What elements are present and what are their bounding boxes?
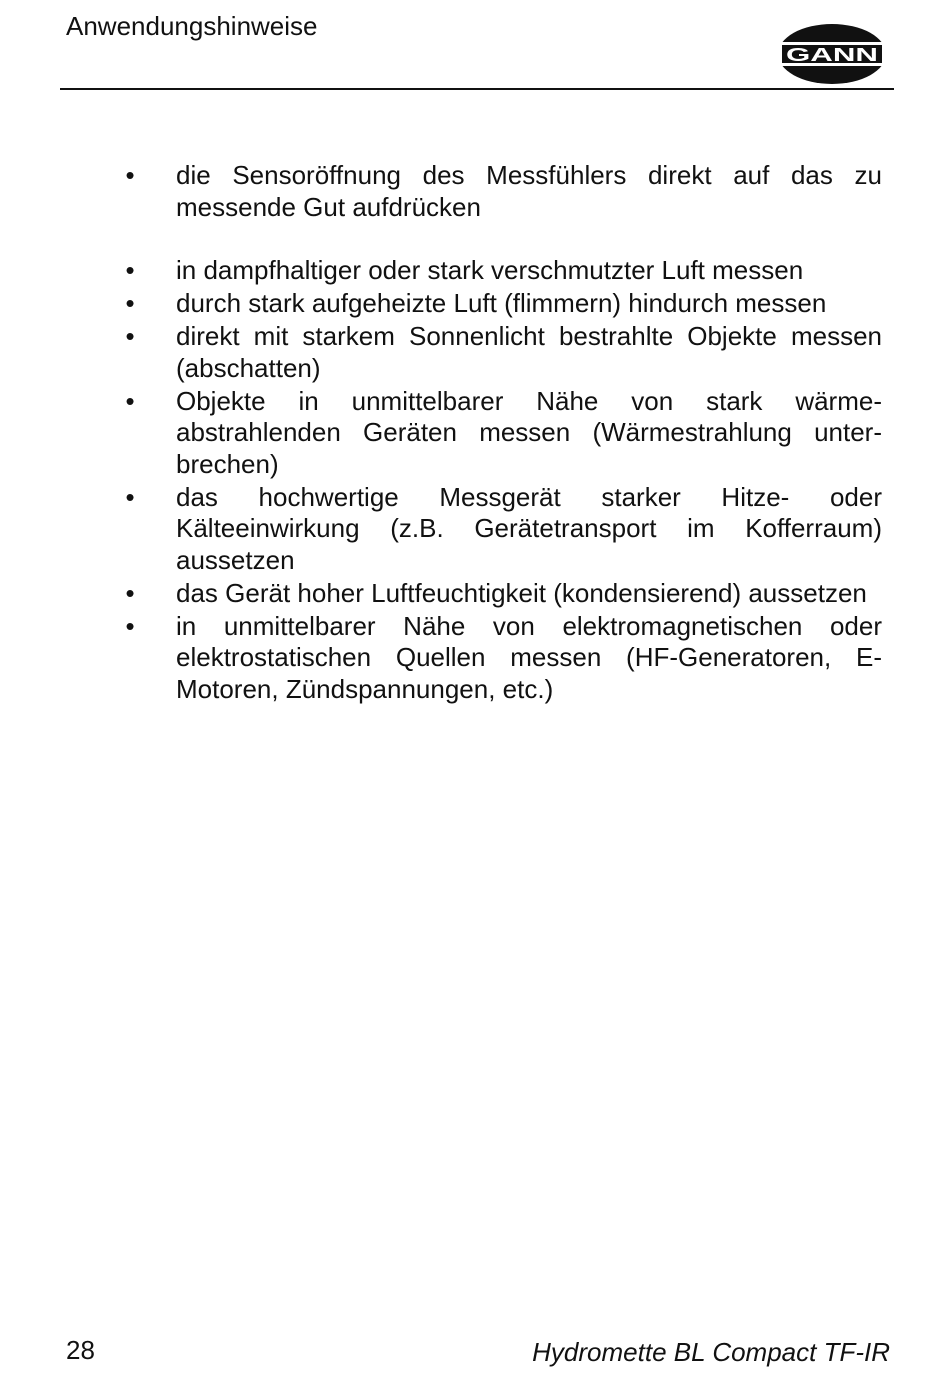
gann-logo <box>776 22 888 86</box>
bullet-icon: • <box>125 160 135 190</box>
list-item-text: das Gerät hoher Luftfeuchtigkeit (kondensierend) aussetzen <box>176 577 867 608</box>
list-item-text: die Sensoröffnung des Messfühlers direkt auf das zu messende Gut aufdrücken <box>176 160 882 222</box>
bullet-icon: • <box>125 481 135 512</box>
list-item <box>114 160 882 223</box>
list-item <box>114 321 882 384</box>
list-item-text: das hochwertige Messgerät starker Hitze- oder Kälteeinwirkung (z.B. Gerätetransport im Kofferraum) aussetzen <box>176 481 882 575</box>
header-divider <box>60 88 894 90</box>
list-item <box>114 255 882 287</box>
list-item-text: in dampfhaltiger oder stark verschmutzter Luft messen <box>176 255 804 285</box>
instruction-list <box>114 160 882 705</box>
list-item-text: direkt mit starkem Sonnenlicht bestrahlte Objekte messen (abschatten) <box>176 321 882 383</box>
list-item <box>114 578 882 610</box>
product-name: Hydromette BL Compact TF-IR <box>532 1337 890 1367</box>
bullet-icon: • <box>125 255 135 285</box>
list-item <box>114 611 882 706</box>
logo-text: GANN <box>786 45 878 65</box>
bullet-icon: • <box>125 610 135 641</box>
list-item <box>114 288 882 320</box>
page-number: 28 <box>66 1335 95 1365</box>
section-title: Anwendungshinweise <box>66 11 318 41</box>
list-item <box>114 482 882 577</box>
list-item-text: durch stark aufgeheizte Luft (flimmern) hindurch messen <box>176 288 827 318</box>
main-content <box>114 160 882 707</box>
list-item <box>114 386 882 481</box>
bullet-icon: • <box>125 577 135 608</box>
list-item-text: Objekte in unmittelbarer Nähe von stark wärme-abstrahlenden Geräten messen (Wärmestrahlung unter-brechen) <box>176 385 882 479</box>
bullet-icon: • <box>125 385 135 416</box>
list-item-text: in unmittelbarer Nähe von elektromagnetischen oder elektrostatischen Quellen messen (HF-Generatoren, E-Motoren, Zündspannungen, etc.) <box>176 610 882 704</box>
bullet-icon: • <box>125 288 135 318</box>
bullet-icon: • <box>125 321 135 351</box>
